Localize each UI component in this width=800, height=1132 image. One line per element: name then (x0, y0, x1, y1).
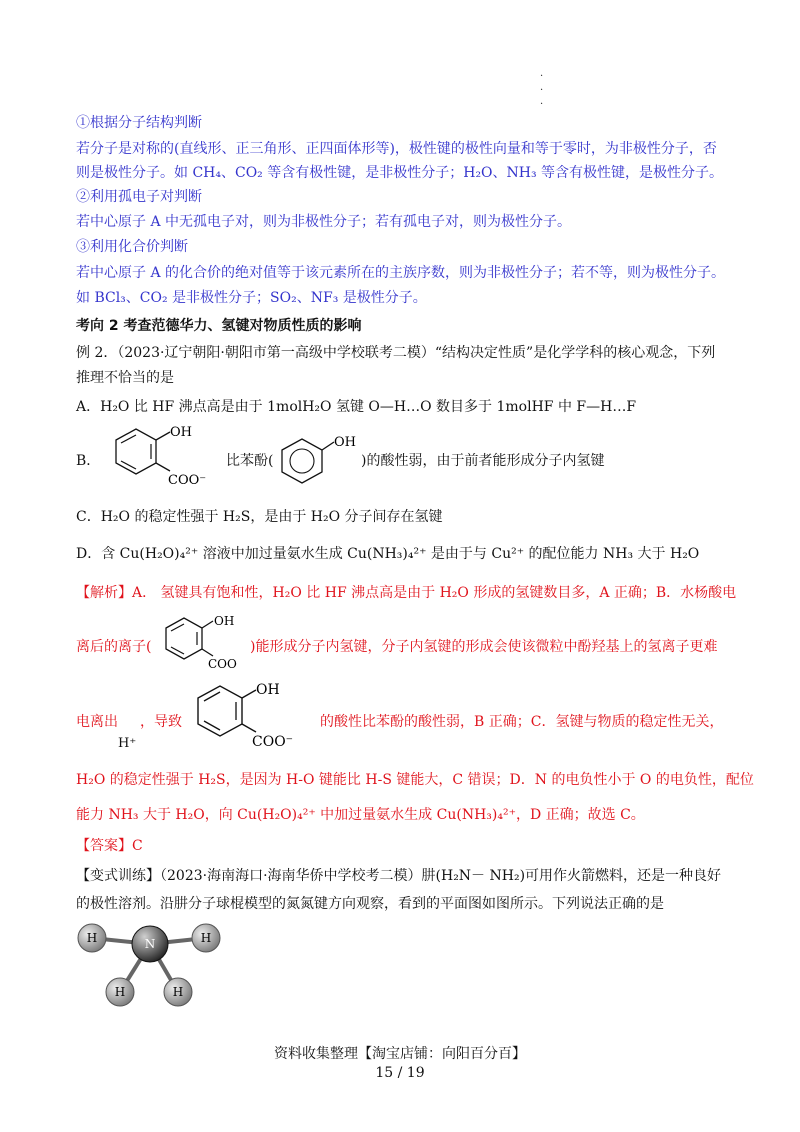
option-c: C．H₂O 的稳定性强于 H₂S，是由于 H₂O 分子间存在氢键 (76, 509, 443, 525)
h-label: H (86, 931, 98, 945)
analysis-line-3-suffix: 的酸性比苯酚的酸性弱，B 正确；C．氢键与物质的稳定性无关， (320, 714, 724, 730)
variant-line-1: 【变式训练】（2023·海南海口·海南华侨中学校考二模）肼(H₂N－ NH₂)可用作火箭燃料，还是一种良好 (76, 868, 722, 884)
section-title: 考向 2 考查范德华力、氢键对物质性质的影响 (76, 318, 362, 334)
h-label: H (172, 985, 184, 999)
option-a: A．H₂O 比 HF 沸点高是由于 1molH₂O 氢键 O—H…O 数目多于 1molHF 中 F—H…F (76, 399, 637, 415)
analysis-line-1: 【解析】A． 氢键具有饱和性，H₂O 比 HF 沸点高是由于 H₂O 形成的氢键数目多，A 正确；B．水杨酸电 (76, 585, 737, 601)
page-number: 15 / 19 (375, 1065, 425, 1081)
method-1-text-a: 若分子是对称的(直线形、正三角形、正四面体形等)，极性键的极性向量和等于零时，为非极性分子，否 (76, 141, 717, 157)
phenol-structure (272, 432, 362, 488)
oh-label: OH (170, 426, 192, 440)
example-stem-a: 例 2．（2023·辽宁朝阳·朝阳市第一高级中学校联考二模）“结构决定性质”是化学学科的核心观念，下列 (76, 345, 716, 361)
coo-minus-label: COO⁻ (168, 473, 206, 488)
method-3-text-a: 若中心原子 A 的化合价的绝对值等于该元素所在的主族序数，则为非极性分子；若不等，则为极性分子。 (76, 265, 726, 281)
coo-minus-label: COO⁻ (252, 734, 294, 750)
option-b-mid: 比苯酚( (226, 453, 274, 469)
oh-label: OH (256, 682, 280, 698)
option-b-prefix: B． (76, 453, 101, 469)
analysis-line-2-suffix: )能形成分子内氢键，分子内氢键的形成会使该微粒中酚羟基上的氢离子更难 (250, 639, 718, 655)
answer: 【答案】C (76, 838, 143, 854)
method-2-title: ②利用孤电子对判断 (76, 189, 202, 205)
example-stem-b: 推理不恰当的是 (76, 370, 174, 386)
analysis-line-4: H₂O 的稳定性强于 H₂S，是因为 H-O 键能比 H-S 键能大，C 错误；D．N 的电负性小于 O 的电负性，配位 (76, 772, 754, 788)
h-label: H (200, 931, 212, 945)
method-1-title: ①根据分子结构判断 (76, 115, 202, 131)
method-3-title: ③利用化合价判断 (76, 239, 188, 255)
salicylate-ion-structure (158, 614, 254, 670)
variant-line-2: 的极性溶剂。沿肼分子球棍模型的氮氮键方向观察，看到的平面图如图所示。下列说法正确的是 (76, 896, 664, 912)
oh-label: OH (214, 614, 235, 628)
margin-dots: · · · (540, 71, 544, 110)
option-b-suffix: )的酸性弱，由于前者能形成分子内氢键 (361, 453, 605, 469)
analysis-line-2-prefix: 离后的离子( (76, 639, 152, 655)
salicylate-structure-analysis (186, 680, 306, 750)
method-1-text-b: 则是极性分子。如 CH₄、CO₂ 等含有极性键，是非极性分子；H₂O、NH₃ 等含有极性键，是极性分子。 (76, 165, 724, 181)
analysis-line-3-prefix: 电离出 (76, 714, 118, 730)
method-3-text-b: 如 BCl₃、CO₂ 是非极性分子；SO₂、NF₃ 是极性分子。 (76, 290, 427, 306)
hydrogen-ion: H⁺ (118, 736, 137, 751)
footer-source: 资料收集整理【淘宝店铺：向阳百分百】 (274, 1046, 526, 1062)
coo-label: COO (208, 657, 237, 670)
method-2-text: 若中心原子 A 中无孤电子对，则为非极性分子；若有孤电子对，则为极性分子。 (76, 214, 572, 230)
oh-label: OH (334, 435, 356, 450)
n-label: N (144, 937, 156, 951)
h-label: H (114, 985, 126, 999)
salicylate-structure-b (96, 426, 206, 488)
analysis-line-5: 能力 NH₃ 大于 H₂O，向 Cu(H₂O)₄²⁺ 中加过量氨水生成 Cu(NH₃)₄²⁺，D 正确；故选 C。 (76, 807, 645, 823)
option-d: D．含 Cu(H₂O)₄²⁺ 溶液中加过量氨水生成 Cu(NH₃)₄²⁺ 是由于与 Cu²⁺ 的配位能力 NH₃ 大于 H₂O (76, 546, 700, 562)
hydrazine-ball-stick-model (70, 918, 240, 1018)
analysis-line-3-mid: ，导致 (140, 714, 182, 730)
